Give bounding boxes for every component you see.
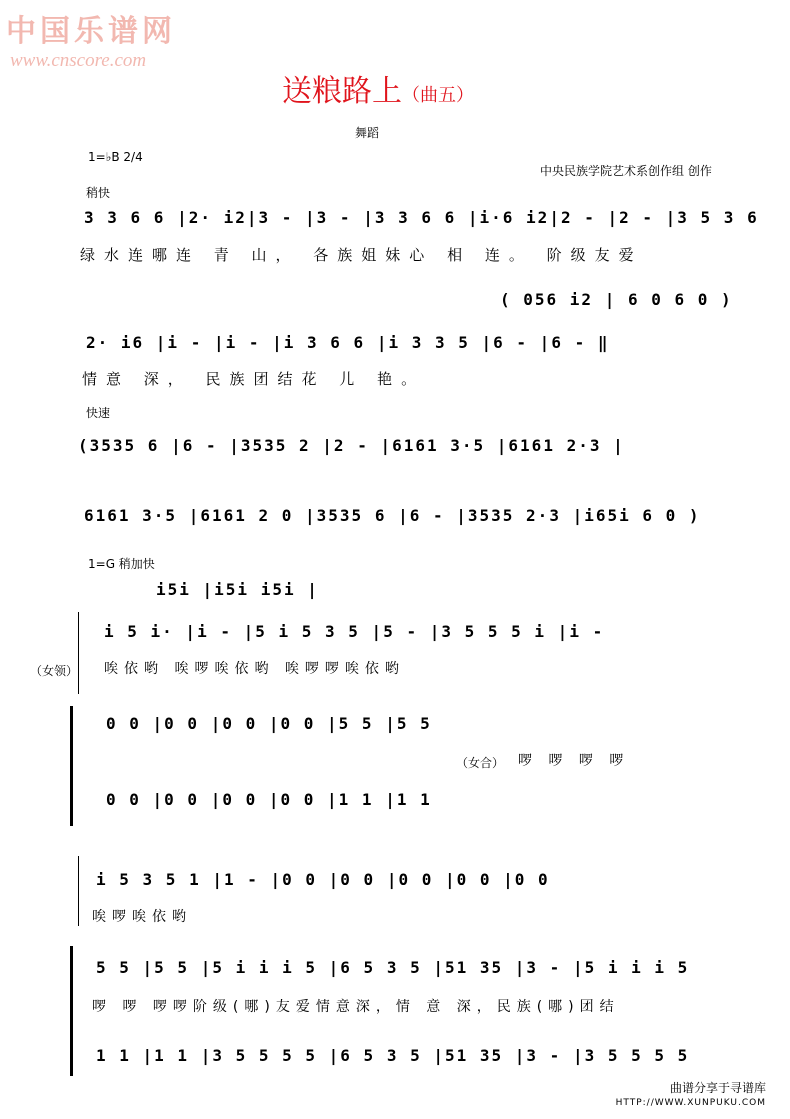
tempo-marking: 稍快 bbox=[86, 186, 111, 200]
instrumental-interlude: ( 056 i2 | 6 0 6 0 ) bbox=[500, 290, 733, 309]
genre-label: 舞蹈 bbox=[355, 126, 380, 140]
footer-credit: 曲谱分享于寻谱库 HTTP://WWW.XUNPUKU.COM bbox=[615, 1081, 766, 1108]
tempo-marking-fast: 快速 bbox=[86, 406, 111, 420]
lyrics-line-1: 绿水连哪连 青 山， 各族姐妹心 相 连。 阶级友爱 bbox=[80, 246, 643, 264]
staff-line-4: 6161 3·5 |6161 2 0 |3535 6 |6 - |3535 2·3 |i65i 6 0 ) bbox=[84, 506, 701, 525]
lyrics-line-2: 情意 深， 民族团结花 儿 艳。 bbox=[82, 370, 426, 388]
role-label-solo: （女领） bbox=[30, 664, 79, 678]
key-signature: 1=♭B 2/4 bbox=[88, 150, 143, 164]
staff-line-2: 2· i6 |i - |i - |i 3 6 6 |i 3 3 5 |6 - |6 - ‖ bbox=[86, 333, 610, 352]
staff-line-3: (3535 6 |6 - |3535 2 |2 - |6161 3·5 |6161 2·3 | bbox=[78, 436, 625, 455]
role-label-choir: （女合） bbox=[456, 756, 505, 770]
choir-lower-6: 1 1 |1 1 |3 5 5 5 5 |6 5 3 5 |51 35 |3 - |3 5 5 5 5 bbox=[96, 1046, 690, 1065]
solo-lyrics-6: 唉啰唉依哟 bbox=[92, 909, 192, 925]
choir-lyrics-6: 啰 啰 啰啰阶级(哪)友爱情意深，情 意 深，民族(哪)团结 bbox=[92, 999, 620, 1015]
key-change: 1=G 稍加快 bbox=[88, 557, 155, 571]
solo-staff-5: i 5 i· |i - |5 i 5 3 5 |5 - |3 5 5 5 i |i - bbox=[104, 622, 605, 641]
ossia-line: i5i |i5i i5i | bbox=[156, 580, 319, 599]
choir-bracket bbox=[70, 706, 73, 826]
solo-lyrics-5: 唉依哟 唉啰唉依哟 唉啰啰唉依哟 bbox=[104, 661, 405, 677]
song-subtitle: （曲五） bbox=[402, 85, 474, 106]
system-bracket bbox=[78, 612, 79, 694]
choir-upper-5: 0 0 |0 0 |0 0 |0 0 |5 5 |5 5 bbox=[106, 714, 432, 733]
choir-lower-5: 0 0 |0 0 |0 0 |0 0 |1 1 |1 1 bbox=[106, 790, 432, 809]
composer-credit: 中央民族学院艺术系创作组 创作 bbox=[540, 164, 712, 178]
choir-lyrics-5: 啰 啰 啰 啰 bbox=[518, 753, 630, 769]
watermark-url: www.cnscore.com bbox=[10, 50, 147, 71]
staff-line-1: 3 3 6 6 |2· i2|3 - |3 - |3 3 6 6 |i·6 i2|2 - |2 - |3 5 3 6 bbox=[84, 208, 759, 227]
solo-staff-6: i 5 3 5 1 |1 - |0 0 |0 0 |0 0 |0 0 |0 0 bbox=[96, 870, 550, 889]
choir-bracket-6 bbox=[70, 946, 73, 1076]
watermark-logo: 中国乐谱网 bbox=[6, 14, 176, 49]
choir-upper-6: 5 5 |5 5 |5 i i i 5 |6 5 3 5 |51 35 |3 - |5 i i i 5 bbox=[96, 958, 690, 977]
song-title: 送粮路上（曲五） bbox=[282, 74, 474, 109]
system-bracket-6 bbox=[78, 856, 79, 926]
